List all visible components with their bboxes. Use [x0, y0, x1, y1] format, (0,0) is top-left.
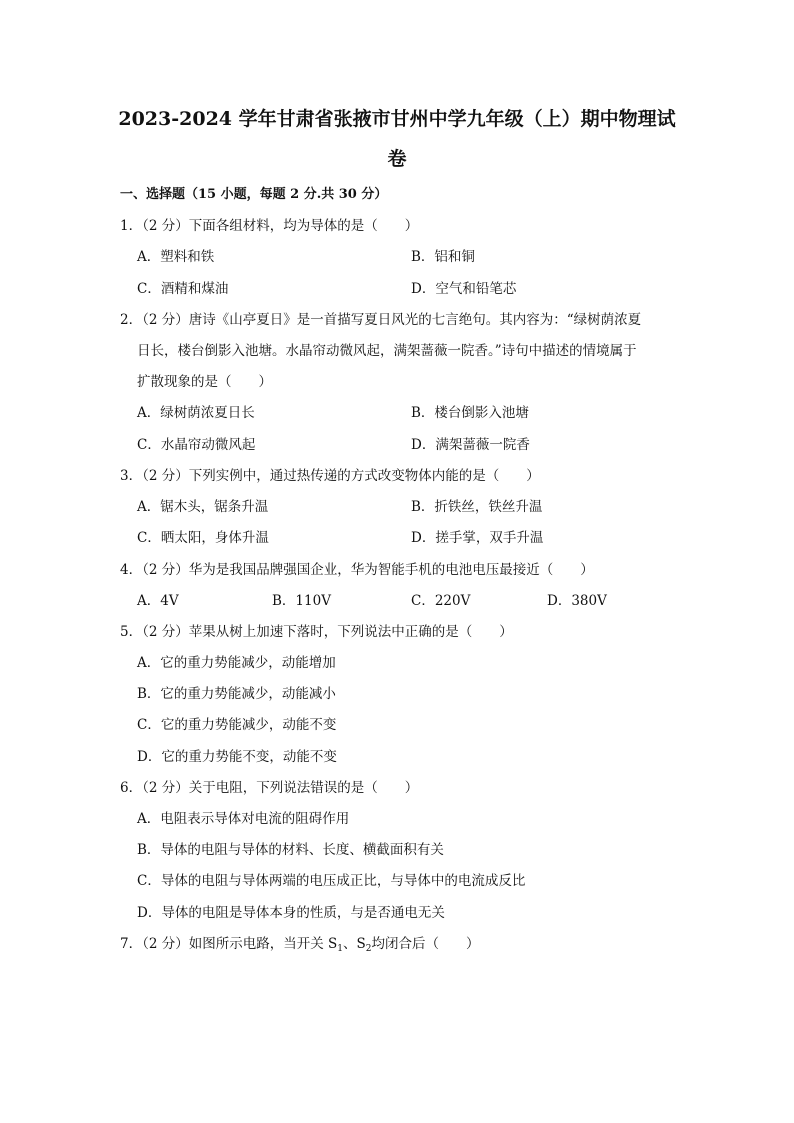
q4-option-b: B．110V [272, 593, 331, 609]
q6-option-a: A．电阻表示导体对电流的阻碍作用 [137, 811, 350, 827]
q7-sub-1: 1 [337, 944, 343, 954]
q1-option-b: B．铝和铜 [411, 249, 475, 265]
exam-title-line-2: 卷 [387, 148, 407, 170]
q1-option-a: A．塑料和铁 [137, 249, 215, 265]
q6-option-b: B．导体的电阻与导体的材料、长度、横截面积有关 [137, 842, 444, 858]
exam-title-line-1: 2023-2024 学年甘肃省张掖市甘州中学九年级（上）期中物理试 [118, 108, 676, 130]
q7-stem-post: 均闭合后（ ） [371, 936, 480, 952]
q3-option-a: A．锯木头，锯条升温 [137, 499, 269, 515]
q7-stem [120, 934, 479, 954]
q7-stem-pre: 7．（2 分）如图所示电路，当开关 S [120, 936, 338, 952]
q2-option-b: B．楼台倒影入池塘 [411, 405, 529, 421]
section-heading: 一、选择题（15 小题，每题 2 分.共 30 分） [120, 187, 388, 202]
q6-option-d: D．导体的电阻是导体本身的性质，与是否通电无关 [137, 905, 445, 921]
q3-option-c: C．晒太阳，身体升温 [137, 530, 269, 546]
q6-option-c: C．导体的电阻与导体两端的电压成正比，与导体中的电流成反比 [137, 873, 526, 889]
q4-option-d: D．380V [547, 593, 607, 609]
q4-stem: 4．（2 分）华为是我国品牌强国企业，华为智能手机的电池电压最接近（ ） [120, 562, 594, 578]
q4-option-c: C．220V [411, 593, 471, 609]
q5-option-a: A．它的重力势能减少，动能增加 [137, 655, 336, 671]
q1-option-d: D．空气和铅笔芯 [411, 281, 517, 297]
q7-sub-2: 2 [365, 944, 372, 954]
q3-stem: 3．（2 分）下列实例中，通过热传递的方式改变物体内能的是（ ） [120, 468, 540, 484]
q5-stem: 5．（2 分）苹果从树上加速下落时，下列说法中正确的是（ ） [120, 624, 513, 640]
q5-option-b: B．它的重力势能减少，动能减小 [137, 686, 336, 702]
q4-option-a: A．4V [137, 593, 179, 609]
q2-stem-line-1: 2．（2 分）唐诗《山亭夏日》是一首描写夏日风光的七言绝句。其内容为：“绿树荫浓夏 [120, 312, 642, 328]
q2-option-d: D．满架蔷薇一院香 [411, 437, 530, 453]
q2-stem-line-3: 扩散现象的是（ ） [137, 374, 272, 390]
q1-stem: 1．（2 分）下面各组材料，均为导体的是（ ） [120, 218, 419, 234]
q2-stem-line-2: 日长，楼台倒影入池塘。水晶帘动微风起，满架蔷薇一院香。”诗句中描述的情境属于 [137, 343, 637, 359]
q1-option-c: C．酒精和煤油 [137, 281, 229, 297]
q2-option-a: A．绿树荫浓夏日长 [137, 405, 255, 421]
q5-option-d: D．它的重力势能不变，动能不变 [137, 749, 337, 765]
q5-option-c: C．它的重力势能减少，动能不变 [137, 717, 337, 733]
q6-stem: 6．（2 分）关于电阻，下列说法错误的是（ ） [120, 780, 419, 796]
q7-stem-mid: 、S [343, 936, 366, 952]
q3-option-b: B．折铁丝，铁丝升温 [411, 499, 543, 515]
q2-option-c: C．水晶帘动微风起 [137, 437, 256, 453]
q3-option-d: D．搓手掌，双手升温 [411, 530, 544, 546]
